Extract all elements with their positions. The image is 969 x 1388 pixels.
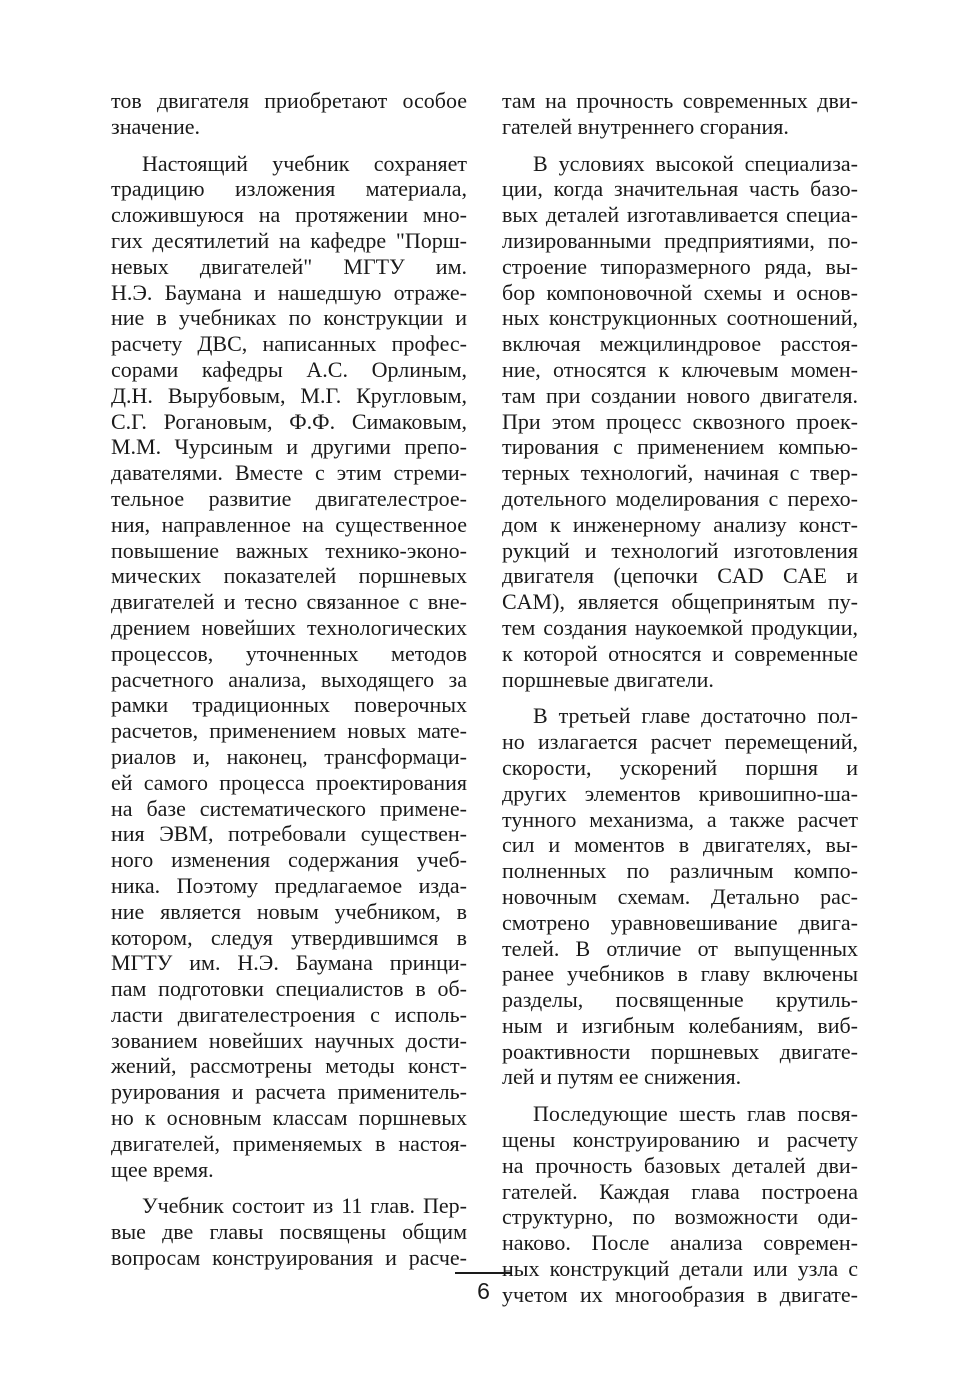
text-line: на прочность базовых деталей дви-: [502, 1152, 858, 1178]
text-line: С.Г. Рогановым, Ф.Ф. Симаковым,: [111, 408, 467, 434]
text-line: бор компоновочной схемы и основ-: [502, 279, 858, 305]
text-line: рамки традиционных поверочных: [111, 692, 467, 718]
text-line: полненных по различным компо-: [502, 858, 858, 884]
text-line: щее время.: [111, 1156, 214, 1182]
text-line: там при создании нового двигателя.: [502, 382, 858, 408]
text-line: тем создания наукоемкой продукции,: [502, 614, 858, 640]
text-line: тирования с применением компью-: [502, 434, 858, 460]
text-line: но к основным классам поршневых: [111, 1105, 467, 1131]
text-line: к которой относятся и современные: [502, 640, 858, 666]
text-line: В условиях высокой специализа-: [533, 150, 858, 176]
paragraph: [111, 151, 467, 1183]
text-line: но излагается расчет перемещений,: [502, 729, 858, 755]
text-line: Настоящий учебник сохраняет: [142, 150, 467, 176]
text-line: на базе систематического примене-: [111, 795, 467, 821]
left-text-column: [111, 88, 467, 1282]
text-line: сил и моментов в двигателях, вы-: [502, 832, 858, 858]
text-line: ного изменения содержания учеб-: [111, 847, 467, 873]
text-line: новочным схемам. Детально рас-: [502, 883, 858, 909]
text-line: дотельного моделирования с перехо-: [502, 485, 858, 511]
text-line: гателей внутреннего сгорания.: [502, 113, 789, 139]
text-line: расчетов, применением новых мате-: [111, 718, 467, 744]
text-line: тунного механизма, а также расчет: [502, 806, 858, 832]
paragraph: [502, 1101, 858, 1307]
text-line: расчетного анализа, выходящего за: [111, 666, 467, 692]
text-line: вых деталей изготавливается специа-: [502, 202, 858, 228]
text-line: котором, следуя утвердившимся в: [111, 924, 467, 950]
text-line: значение.: [111, 113, 200, 139]
text-line: других элементов кривошипно-ша-: [502, 780, 858, 806]
text-line: двигателя (цепочки CAD CAE и: [502, 563, 858, 589]
text-line: тов двигателя приобретают особое: [111, 88, 467, 113]
text-line: ние является новым учебником, в: [111, 898, 467, 924]
text-line: расчету ДВС, написанных профес-: [111, 331, 467, 357]
text-line: невых двигателей" МГТУ им.: [111, 253, 467, 279]
text-line: двигателей, применяемых в настоя-: [111, 1130, 467, 1156]
text-line: ции, когда значительная часть базо-: [502, 176, 858, 202]
text-line: строение типоразмерного ряда, вы-: [502, 253, 858, 279]
text-line: поршневые двигатели.: [502, 666, 714, 692]
text-line: учетом их многообразия в двигате-: [502, 1281, 858, 1307]
text-line: М.М. Чурсиным и другими препо-: [111, 434, 467, 460]
text-line: лей и путям ее снижения.: [502, 1064, 742, 1090]
text-line: зованием новейших научных дости-: [111, 1027, 467, 1053]
text-line: включая межцилиндровое расстоя-: [502, 331, 858, 357]
text-line: роактивности поршневых двигате-: [502, 1038, 858, 1064]
text-line: давателями. Вместе с этим стреми-: [111, 460, 467, 486]
paragraph: [111, 1193, 467, 1270]
text-line: дом к инженерному анализу конст-: [502, 511, 858, 537]
text-line: ние, относятся к ключевым момен-: [502, 356, 858, 382]
paragraph: [111, 88, 467, 140]
text-line: ние в учебниках по конструкции и: [111, 305, 467, 331]
text-line: сорами кафедры А.С. Орлиным,: [111, 356, 467, 382]
text-line: процессов, уточненных методов: [111, 640, 467, 666]
text-line: ласти двигателестроения с исполь-: [111, 1001, 467, 1027]
page-number: 6: [477, 1278, 490, 1304]
text-line: жений, рассмотрены методы конст-: [111, 1053, 467, 1079]
text-line: руирования и расчета применитель-: [111, 1079, 467, 1105]
text-line: двигателей и тесно связанное с вне-: [111, 589, 467, 615]
text-line: сложившуюся на протяжении мно-: [111, 202, 467, 228]
text-line: вопросам конструирования и расче-: [111, 1245, 467, 1271]
text-line: ния, направленное на существенное: [111, 511, 467, 537]
text-line: смотрено уравновешивание двига-: [502, 909, 858, 935]
text-line: традицию изложения материала,: [111, 176, 467, 202]
text-line: повышение важных технико-эконо-: [111, 537, 467, 563]
text-line: ей самого процесса проектирования: [111, 769, 467, 795]
text-line: гих десятилетий на кафедре "Порш-: [111, 227, 467, 253]
text-line: При этом процесс сквозного проек-: [502, 408, 858, 434]
paragraph: [502, 703, 858, 1090]
text-line: разделы, посвященные крутиль-: [502, 987, 858, 1013]
text-line: щены конструированию и расчету: [502, 1127, 858, 1153]
text-line: дрением новейших технологических: [111, 614, 467, 640]
text-line: вые две главы посвящены общим: [111, 1219, 467, 1245]
text-line: ных конструкционных соотношений,: [502, 305, 858, 331]
text-line: CAM), является общепринятым пу-: [502, 589, 858, 615]
page-number-rule: [455, 1272, 512, 1274]
text-line: риалов и, наконец, трансформаци-: [111, 743, 467, 769]
text-line: ных конструкций детали или узла с: [502, 1256, 858, 1282]
text-line: ранее учебников в главу включены: [502, 961, 858, 987]
text-line: Н.Э. Баумана и нашедшую отраже-: [111, 279, 467, 305]
text-line: лизированными предприятиями, по-: [502, 227, 858, 253]
text-line: там на прочность современных дви-: [502, 88, 858, 113]
text-line: телей. В отличие от выпущенных: [502, 935, 858, 961]
text-line: скорости, ускорений поршня и: [502, 754, 858, 780]
text-line: пам подготовки специалистов в об-: [111, 976, 467, 1002]
right-text-column: [502, 88, 858, 1319]
text-line: Последующие шесть глав посвя-: [533, 1101, 858, 1127]
text-line: рукций и технологий изготовления: [502, 537, 858, 563]
paragraph: [502, 88, 858, 140]
text-line: ника. Поэтому предлагаемое изда-: [111, 872, 467, 898]
text-line: Д.Н. Вырубовым, М.Г. Кругловым,: [111, 382, 467, 408]
text-line: наково. После анализа современ-: [502, 1230, 858, 1256]
text-line: ным и изгибным колебаниям, виб-: [502, 1012, 858, 1038]
text-line: терных технологий, начиная с твер-: [502, 460, 858, 486]
text-line: мических показателей поршневых: [111, 563, 467, 589]
text-line: структурно, по возможности оди-: [502, 1204, 858, 1230]
text-line: МГТУ им. Н.Э. Баумана принци-: [111, 950, 467, 976]
text-line: гателей. Каждая глава построена: [502, 1178, 858, 1204]
text-line: ния ЭВМ, потребовали существен-: [111, 821, 467, 847]
text-line: В третьей главе достаточно пол-: [533, 703, 858, 729]
paragraph: [502, 151, 858, 693]
text-line: Учебник состоит из 11 глав. Пер-: [142, 1193, 467, 1219]
text-line: тельное развитие двигателестрое-: [111, 485, 467, 511]
